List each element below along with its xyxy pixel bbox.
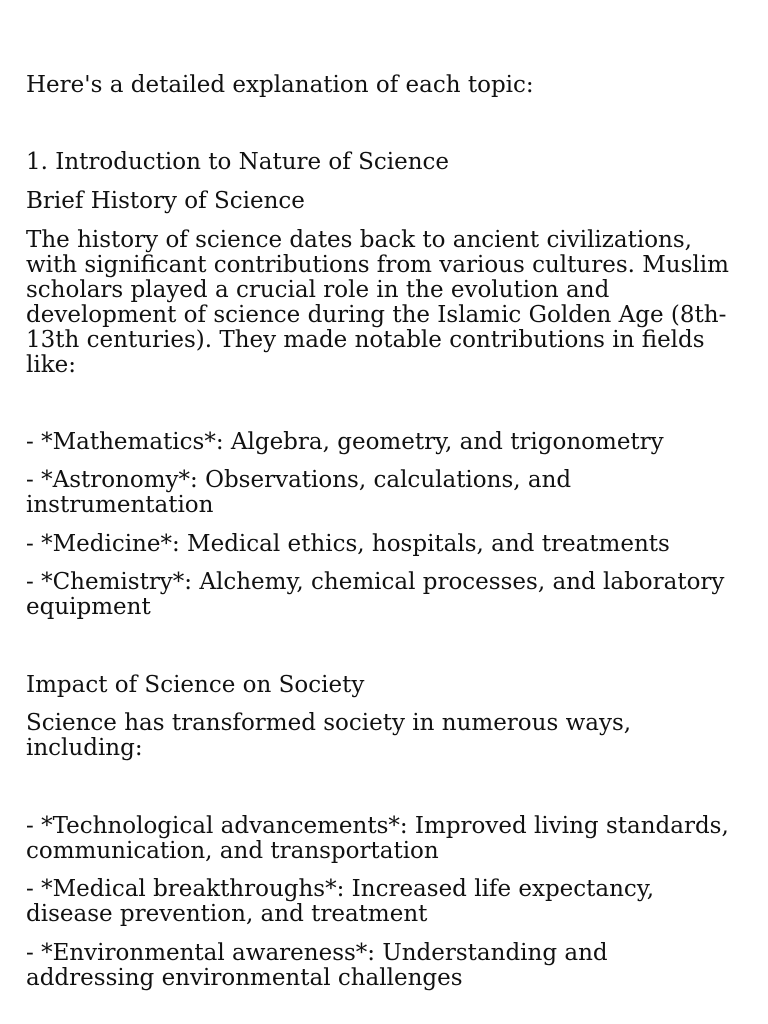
impact-item-medical: - *Medical breakthroughs*: Increased life expectancy, disease prevention, and treatment <box>26 876 655 927</box>
history-paragraph: The history of science dates back to ancient civilizations, with significant contributions from various cultures. Muslim scholars played a crucial role in the evolution and development of science during the Islamic Golden Age (8th-13th centuries). They made notable contributions in fields like: <box>26 227 729 378</box>
field-item-astronomy: - *Astronomy*: Observations, calculations, and instrumentation <box>26 467 572 518</box>
section-heading: 1. Introduction to Nature of Science <box>26 149 450 175</box>
impact-item-environmental: - *Environmental awareness*: Understanding and addressing environmental challenges <box>26 940 608 991</box>
impact-paragraph: Science has transformed society in numerous ways, including: <box>26 710 632 761</box>
intro-text: Here's a detailed explanation of each topic: <box>26 72 534 98</box>
field-item-mathematics: - *Mathematics*: Algebra, geometry, and trigonometry <box>26 429 664 455</box>
subheading-impact: Impact of Science on Society <box>26 672 365 698</box>
field-item-chemistry: - *Chemistry*: Alchemy, chemical processes, and laboratory equipment <box>26 569 725 620</box>
subheading-brief-history: Brief History of Science <box>26 188 305 214</box>
field-item-medicine: - *Medicine*: Medical ethics, hospitals, and treatments <box>26 531 670 557</box>
impact-item-technological: - *Technological advancements*: Improved living standards, communication, and transportation <box>26 813 729 864</box>
